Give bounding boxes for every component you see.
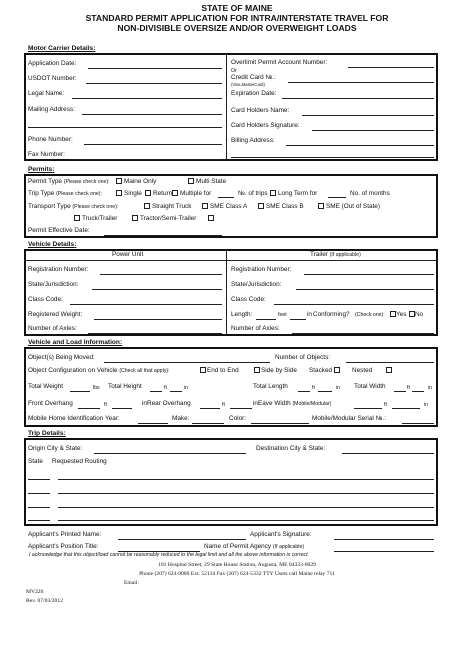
front-overhang-ft-field[interactable]	[78, 408, 100, 409]
mailing-address-field-2[interactable]	[28, 127, 222, 128]
route-state-3[interactable]	[28, 507, 50, 508]
or-label: Or	[231, 68, 237, 74]
straight-truck-label: Straight Truck	[152, 203, 192, 210]
long-term-checkbox[interactable]	[270, 190, 276, 196]
overlimit-account-field[interactable]	[348, 67, 434, 68]
footer-email: Email:	[124, 580, 139, 586]
destination-label: Destination City & State:	[256, 445, 326, 452]
credit-card-note: (Visa,MasterCard)	[231, 82, 265, 87]
tr-registration-field[interactable]	[304, 274, 434, 275]
tr-length-inches-field[interactable]	[290, 319, 306, 320]
total-width-ft-field[interactable]	[394, 391, 406, 392]
phone-number-label: Phone Number:	[28, 136, 73, 143]
total-height-ft-unit: ft	[164, 385, 167, 391]
mailing-address-field[interactable]	[82, 114, 222, 115]
billing-address-field[interactable]	[286, 145, 434, 146]
route-routing-1[interactable]	[58, 479, 434, 480]
acknowledgement-text: I acknowledge that this object/load cannot be reasonably reduced to the legal limit and all the above information is correct.	[29, 552, 310, 558]
total-length-ft-unit: ft	[312, 385, 315, 391]
total-length-in-unit: in	[336, 385, 341, 391]
destination-field[interactable]	[342, 453, 434, 454]
printed-name-label: Applicant's Printed Name:	[28, 531, 102, 538]
sme-class-a-checkbox[interactable]	[202, 203, 208, 209]
mailing-address-label: Mailing Address:	[28, 106, 75, 113]
multi-state-checkbox[interactable]	[188, 178, 194, 184]
phone-number-field[interactable]	[84, 144, 222, 145]
transport-type-label: Transport Type (Please check one):	[28, 203, 119, 210]
trailer-heading: Trailer (If applicable)	[310, 251, 361, 258]
tr-axles-label: Number of Axles:	[231, 325, 280, 332]
total-width-in-unit: in	[428, 385, 433, 391]
credit-card-field[interactable]	[288, 82, 434, 83]
credit-card-label: Credit Card №.:	[231, 74, 276, 81]
permit-agency-label: Name of Permit Agency (If applicable)	[204, 543, 305, 550]
make-field[interactable]	[192, 423, 224, 424]
legal-name-label: Legal Name:	[28, 90, 65, 97]
printed-name-field[interactable]	[118, 539, 246, 540]
form-revision: Rev. 07/03/2012	[26, 598, 63, 604]
permit-agency-field[interactable]	[334, 551, 434, 552]
permits-heading: Permits:	[28, 166, 55, 173]
applicant-signature-field[interactable]	[334, 539, 434, 540]
eave-width-in-unit: in	[424, 402, 429, 408]
tr-length-label: Length:	[231, 311, 253, 318]
effective-date-field[interactable]	[104, 235, 222, 236]
total-width-label: Total Width	[354, 383, 386, 390]
pu-axles-field[interactable]	[88, 333, 222, 334]
tr-length-inches-unit: in	[307, 311, 312, 318]
end-to-end-label: End to End	[207, 367, 239, 374]
total-length-label: Total Length	[253, 383, 288, 390]
power-unit-heading: Power Unit	[112, 251, 144, 258]
total-weight-label: Total Weight	[28, 383, 64, 390]
tr-class-code-field[interactable]	[274, 304, 434, 305]
number-of-trips-field[interactable]	[218, 197, 234, 198]
stacked-checkbox[interactable]	[334, 367, 340, 373]
vehicle-details-box	[24, 249, 438, 336]
side-by-side-label: Side by Side	[261, 367, 297, 374]
fax-number-field[interactable]	[70, 159, 222, 160]
pu-class-code-field[interactable]	[70, 304, 222, 305]
make-label: Make:	[172, 415, 190, 422]
application-date-label: Application Date:	[28, 60, 77, 67]
pu-registered-weight-label: Registered Weight:	[28, 311, 83, 318]
sme-class-a-label: SME Class A	[210, 203, 248, 210]
footer-address: 101 Hospital Street, 29 State House Station, Augusta, ME 04333-0029	[158, 562, 316, 568]
overlimit-account-label: Overlimit Permit Account Number:	[231, 59, 328, 66]
conforming-check-one: (Check one):	[355, 312, 385, 318]
usdot-number-field[interactable]	[86, 83, 222, 84]
tractor-semi-label: Tractor/Semi-Trailer	[140, 215, 197, 222]
color-label: Color:	[229, 415, 247, 422]
front-overhang-label: Front Overhang	[28, 400, 73, 407]
color-field[interactable]	[251, 423, 309, 424]
tr-class-code-label: Class Code:	[231, 296, 266, 303]
single-label: Single	[124, 190, 142, 197]
effective-date-label: Permit Effective Date:	[28, 227, 90, 234]
mobile-serial-label: Mobile/Modular Serial №.:	[312, 415, 386, 422]
truck-trailer-label: Truck/Trailer	[82, 215, 118, 222]
objects-moved-field[interactable]	[104, 362, 270, 363]
number-of-trips-label: №. of trips	[238, 190, 268, 197]
eave-width-label: inEave Width (Mobile/Modular)	[253, 400, 332, 407]
card-holders-signature-label: Card Holders Signature:	[231, 122, 300, 129]
sme-out-of-state-checkbox[interactable]	[318, 203, 324, 209]
fax-number-label: Fax Number:	[28, 151, 65, 158]
total-height-in-field[interactable]	[170, 391, 182, 392]
rear-overhang-ft-field[interactable]	[200, 408, 220, 409]
pu-state-label: State/Jurisdiction:	[28, 281, 79, 288]
maine-only-checkbox[interactable]	[116, 178, 122, 184]
total-weight-unit: lbs	[93, 385, 100, 391]
form-title-sub: NON-DIVISIBLE OVERSIZE AND/OR OVERWEIGHT LOADS	[117, 23, 357, 33]
maine-only-label: Maine Only	[124, 178, 157, 185]
conforming-yes-label: Yes	[396, 311, 407, 318]
application-date-field[interactable]	[88, 68, 222, 69]
multiple-for-label: Multiple for	[180, 190, 212, 197]
number-of-objects-field[interactable]	[346, 362, 434, 363]
nested-checkbox[interactable]	[386, 367, 392, 373]
tr-axles-field[interactable]	[292, 333, 434, 334]
eave-width-ft-field[interactable]	[354, 408, 382, 409]
tractor-semi-checkbox[interactable]	[132, 215, 138, 221]
end-to-end-checkbox[interactable]	[200, 367, 206, 373]
trip-details-heading: Trip Details:	[28, 430, 66, 437]
usdot-number-label: USDOT Number:	[28, 75, 77, 82]
front-overhang-ft-unit: ft	[104, 402, 107, 408]
route-state-1[interactable]	[28, 479, 50, 480]
permit-type-label: Permit Type (Please check one):	[28, 178, 110, 185]
pu-axles-label: Number of Axles:	[28, 325, 77, 332]
requested-routing-heading: Requested Routing	[52, 458, 107, 465]
stacked-label: Stacked	[309, 367, 333, 374]
tr-length-feet-unit: feet	[278, 312, 287, 318]
nested-label: Nested	[352, 367, 373, 374]
form-id: MV226	[26, 589, 44, 595]
tr-state-label: State/Jurisdiction:	[231, 281, 282, 288]
route-state-heading: State	[28, 458, 43, 465]
straight-truck-checkbox[interactable]	[144, 203, 150, 209]
eave-width-in-field[interactable]	[392, 408, 420, 409]
billing-address-label: Billing Address:	[231, 137, 275, 144]
mobile-home-year-label: Mobile Home Identification Year:	[28, 415, 120, 422]
route-state-2[interactable]	[28, 493, 50, 494]
tr-registration-label: Registration Number:	[231, 266, 292, 273]
rear-overhang-ft-unit: ft	[222, 402, 225, 408]
footer-phone: Phone (207) 624-9000 Ext. 52134 Fax (207) 624-5332 TTY Users call Maine relay 711	[139, 571, 335, 577]
route-state-4[interactable]	[28, 520, 50, 521]
multi-state-label: Multi State	[196, 178, 227, 185]
load-heading: Vehicle and Load Information:	[28, 339, 123, 346]
origin-field[interactable]	[94, 453, 246, 454]
conforming-no-label: No	[415, 311, 424, 318]
sme-class-b-label: SME Class B	[266, 203, 304, 210]
total-weight-field[interactable]	[70, 391, 90, 392]
route-routing-4[interactable]	[58, 520, 434, 521]
form-title-main: STANDARD PERMIT APPLICATION FOR INTRA/INTERSTATE TRAVEL FOR	[85, 13, 389, 23]
route-routing-3[interactable]	[58, 507, 434, 508]
total-length-ft-field[interactable]	[298, 391, 310, 392]
eave-width-ft-unit: ft	[384, 402, 387, 408]
sme-class-b-checkbox[interactable]	[258, 203, 264, 209]
pu-class-code-label: Class Code:	[28, 296, 63, 303]
total-height-label: Total Height	[108, 383, 142, 390]
number-of-months-label: No. of months	[350, 190, 390, 197]
total-height-in-unit: in	[184, 385, 189, 391]
billing-address-field-2[interactable]	[231, 157, 434, 158]
tr-length-feet-field[interactable]	[256, 319, 276, 320]
rear-overhang-in-field[interactable]	[230, 408, 252, 409]
total-height-ft-field[interactable]	[150, 391, 162, 392]
pu-registered-weight-field[interactable]	[94, 319, 222, 320]
legal-name-field[interactable]	[72, 98, 222, 99]
rear-overhang-label: inRear Overhang	[142, 400, 191, 407]
pu-state-field[interactable]	[92, 289, 222, 290]
expiration-date-field[interactable]	[282, 98, 434, 99]
applicant-signature-label: Applicant's Signature:	[250, 531, 312, 538]
trip-details-box	[24, 438, 438, 526]
tractor-semi-checkbox-2[interactable]	[208, 215, 214, 221]
vehicle-details-heading: Vehicle Details:	[28, 241, 77, 248]
pu-registration-field[interactable]	[100, 274, 222, 275]
long-term-for-label: Long Term for	[278, 190, 318, 197]
card-holders-name-field[interactable]	[302, 115, 434, 116]
number-of-months-field[interactable]	[328, 197, 346, 198]
motor-carrier-heading: Motor Carrier Details:	[28, 45, 96, 52]
return-label: Return	[153, 190, 173, 197]
truck-trailer-checkbox[interactable]	[74, 215, 80, 221]
position-title-label: Applicant's Position Title:	[28, 543, 99, 550]
trip-type-label: Trip Type (Please check one):	[28, 190, 102, 197]
mobile-home-year-field[interactable]	[138, 423, 168, 424]
configuration-label: Object Configuration on Vehicle (Check all that apply):	[28, 367, 170, 374]
side-by-side-checkbox[interactable]	[254, 367, 260, 373]
objects-moved-label: Object(s) Being Moved:	[28, 354, 95, 361]
form-title-state: STATE OF MAINE	[201, 3, 273, 13]
route-routing-2[interactable]	[58, 493, 434, 494]
sme-out-of-state-label: SME (Out of State)	[326, 203, 380, 210]
pu-registration-label: Registration Number:	[28, 266, 89, 273]
card-holders-name-label: Card Holders Name:	[231, 107, 290, 114]
total-width-ft-unit: ft	[407, 385, 410, 391]
mobile-serial-field[interactable]	[402, 423, 434, 424]
tr-state-field[interactable]	[296, 289, 434, 290]
conforming-label: Conforming?	[313, 311, 350, 318]
expiration-date-label: Expiration Date:	[231, 90, 277, 97]
front-overhang-in-field[interactable]	[112, 408, 132, 409]
origin-label: Origin City & State:	[28, 445, 83, 452]
total-width-in-field[interactable]	[412, 391, 424, 392]
single-checkbox[interactable]	[116, 190, 122, 196]
total-length-in-field[interactable]	[318, 391, 332, 392]
multiple-checkbox[interactable]	[172, 190, 178, 196]
card-holders-signature-field[interactable]	[312, 130, 434, 131]
number-of-objects-label: Number of Objects:	[275, 354, 331, 361]
return-checkbox[interactable]	[145, 190, 151, 196]
